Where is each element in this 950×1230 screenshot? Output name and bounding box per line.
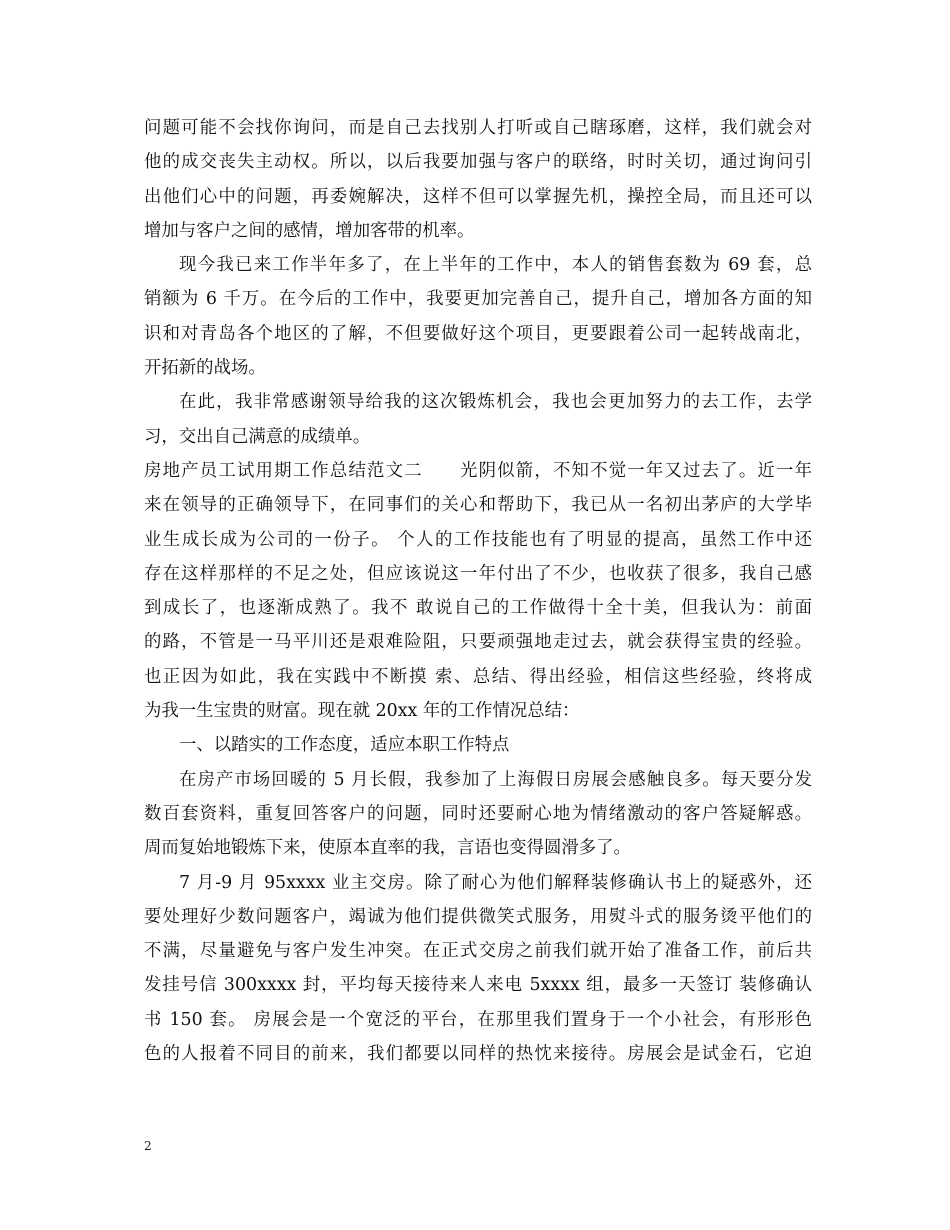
text-line: 发挂号信 300xxxx 封，平均每天接待来人来电 5xxxx 组，最多一天签订 装修确认 <box>144 975 812 996</box>
text-line: 的路，不管是一马平川还是艰难险阻，只要顽强地走过去，就会获得宝贵的经验。 <box>144 632 812 653</box>
text-line: 业生成长成为公司的一份子。 个人的工作技能也有了明显的提高，虽然工作中还 <box>144 529 812 550</box>
text-line: 他的成交丧失主动权。所以，以后我要加强与客户的联络，时时关切，通过询问引 <box>144 152 812 173</box>
section-heading: 一、以踏实的工作态度，适应本职工作特点 <box>179 735 510 756</box>
text-line: 销额为 6 千万。在今后的工作中，我要更加完善自己，提升自己，增加各方面的知 <box>144 289 812 310</box>
text-line: 增加与客户之间的感情，增加客带的机率。 <box>144 220 475 241</box>
text-line: 开拓新的战场。 <box>144 358 266 379</box>
text-line: 现今我已来工作半年多了，在上半年的工作中，本人的销售套数为 69 套，总 <box>179 255 812 276</box>
text-line: 数百套资料，重复回答客户的问题，同时还要耐心地为情绪激动的客户答疑解惑。 <box>144 803 812 824</box>
text-line: 在此，我非常感谢领导给我的这次锻炼机会，我也会更加努力的去工作，去学 <box>179 392 812 413</box>
text-line: 为我一生宝贵的财富。现在就 20xx 年的工作情况总结： <box>144 701 580 722</box>
text-line: 7 月-9 月 95xxxx 业主交房。除了耐心为他们解释装修确认书上的疑惑外，还 <box>179 872 812 893</box>
text-line: 房地产员工试用期工作总结范文二 光阴似箭，不知不觉一年又过去了。近一年 <box>144 460 812 481</box>
text-line: 存在这样那样的不足之处，但应该说这一年付出了不少，也收获了很多，我自己感 <box>144 563 812 584</box>
text-line: 到成长了，也逐渐成熟了。我不 敢说自己的工作做得十全十美，但我认为：前面 <box>144 598 812 619</box>
text-line: 也正因为如此，我在实践中不断摸 索、总结、得出经验，相信这些经验，终将成 <box>144 666 812 687</box>
text-line: 色的人报着不同目的前来，我们都要以同样的热忱来接待。房展会是试金石，它迫 <box>144 1044 812 1065</box>
text-line: 周而复始地锻炼下来，使原本直率的我，言语也变得圆滑多了。 <box>144 838 631 859</box>
text-line: 识和对青岛各个地区的了解，不但要做好这个项目，更要跟着公司一起转战南北， <box>144 323 812 344</box>
text-line: 习，交出自己满意的成绩单。 <box>144 426 371 447</box>
text-line: 出他们心中的问题，再委婉解决，这样不但可以掌握先机，操控全局，而且还可以 <box>144 186 812 207</box>
text-line: 书 150 套。 房展会是一个宽泛的平台，在那里我们置身于一个小社会，有形形色 <box>144 1009 812 1030</box>
text-line: 来在领导的正确领导下，在同事们的关心和帮助下，我已从一名初出茅庐的大学毕 <box>144 495 812 516</box>
text-line: 不满，尽量避免与客户发生冲突。在正式交房之前我们就开始了准备工作，前后共 <box>144 941 812 962</box>
page-number: 2 <box>144 1139 152 1153</box>
text-line: 在房产市场回暖的 5 月长假，我参加了上海假日房展会感触良多。每天要分发 <box>179 769 812 790</box>
text-line: 要处理好少数问题客户，竭诚为他们提供微笑式服务，用熨斗式的服务烫平他们的 <box>144 906 812 927</box>
document-body <box>144 111 812 1071</box>
text-line: 问题可能不会找你询问，而是自己去找别人打听或自己瞎琢磨，这样，我们就会对 <box>144 118 812 138</box>
